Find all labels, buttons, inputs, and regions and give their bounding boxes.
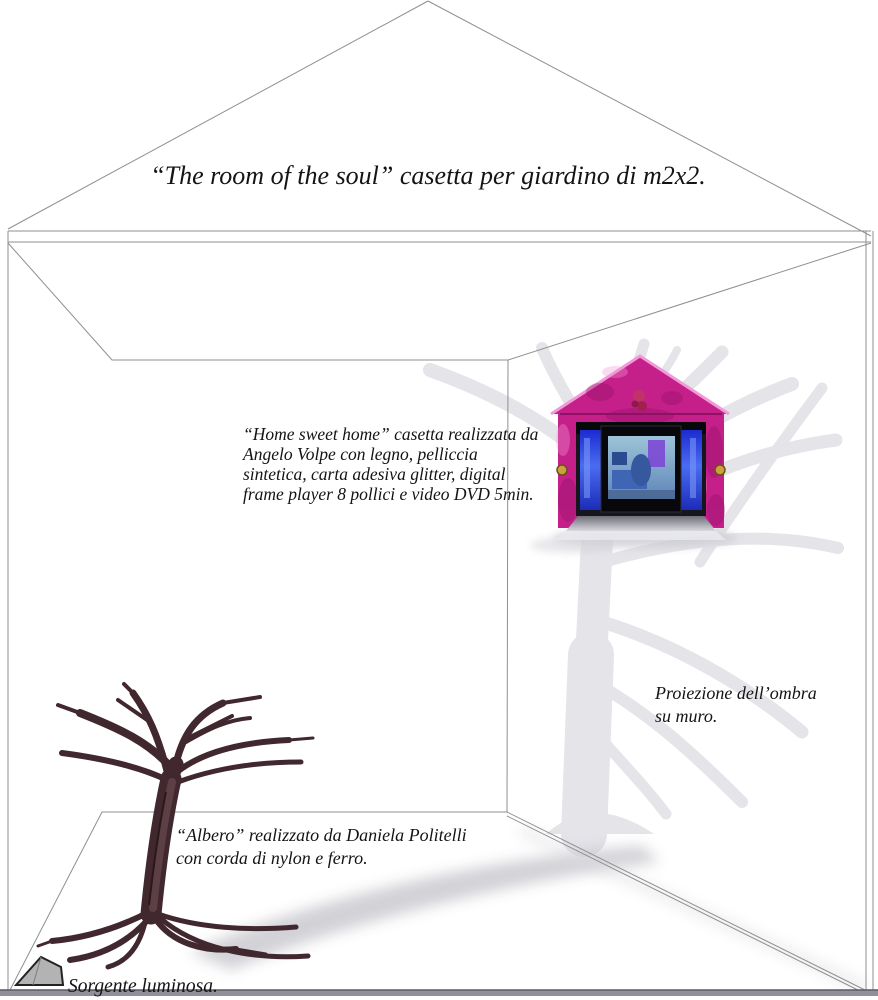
floor-edge-right-double: [507, 816, 868, 995]
roof-edge-left: [8, 1, 428, 229]
ombra-annotation: [655, 682, 817, 728]
page-title: [0, 161, 856, 191]
roof-edge-right: [428, 1, 871, 236]
ombra-line-2: su muro.: [655, 706, 718, 726]
casetta-line-4: frame player 8 pollici e video DVD 5min.: [243, 484, 534, 504]
casetta-line-2: Angelo Volpe con legno, pelliccia: [243, 444, 478, 464]
panel-streak-left: [584, 438, 590, 498]
title-text: “The room of the soul” casetta per giardino di m2x2.: [150, 161, 706, 190]
house-shelf: [566, 516, 716, 531]
sorgente-annotation: [68, 975, 218, 998]
light-source-wedge: [16, 957, 63, 985]
knob-right: [715, 465, 725, 475]
ombra-line-1: Proiezione dell’ombra: [655, 683, 817, 703]
shelf-reflection: [556, 531, 726, 540]
knob-left: [557, 465, 567, 475]
albero-line-2: con corda di nylon e ferro.: [176, 848, 368, 868]
casetta-annotation: [243, 424, 538, 504]
albero-line-1: “Albero” realizzato da Daniela Politelli: [176, 825, 467, 845]
ceiling-edges: [8, 243, 871, 360]
panel-streak-right: [690, 438, 696, 498]
floor-edge-right: [507, 812, 871, 993]
albero-annotation: [176, 824, 467, 870]
pink-house-with-screen: [551, 356, 729, 540]
casetta-line-3: sintetica, carta adesiva glitter, digital: [243, 464, 506, 484]
blue-panel-left: [580, 430, 601, 510]
casetta-line-1: “Home sweet home” casetta realizzata da: [243, 424, 539, 444]
sorgente-label: Sorgente luminosa.: [68, 976, 218, 997]
